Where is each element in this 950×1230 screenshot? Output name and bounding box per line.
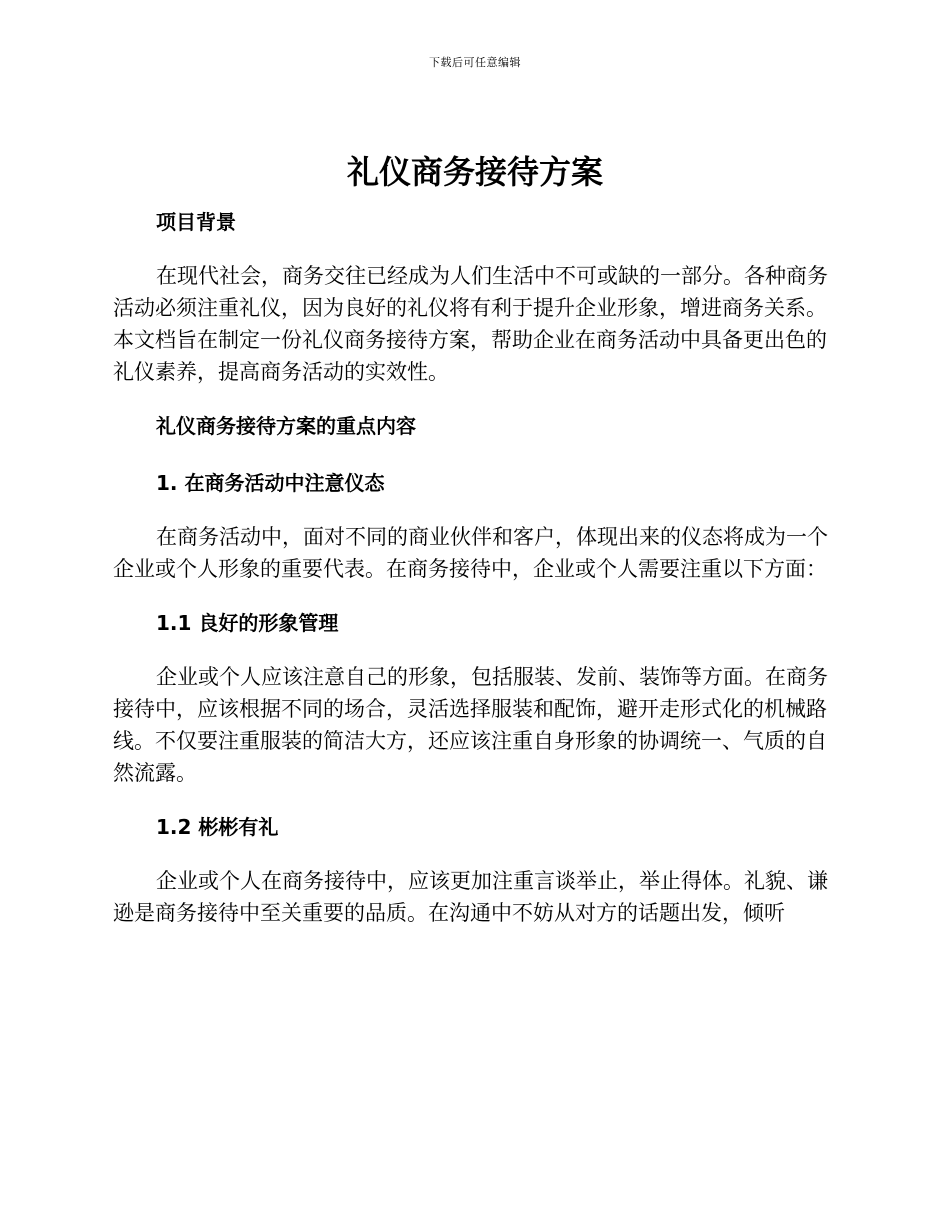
paragraph-section-1-2: 企业或个人在商务接待中，应该更加注重言谈举止，举止得体。礼貌、谦逊是商务接待中至关重要的品质。在沟通中不妨从对方的话题出发，倾听 xyxy=(113,869,828,925)
document-body xyxy=(113,203,830,948)
section-heading-key-content: 礼仪商务接待方案的重点内容 xyxy=(156,414,416,438)
paragraph-section-1-1: 企业或个人应该注意自己的形象，包括服装、发前、装饰等方面。在商务接待中，应该根据不同的场合，灵活选择服装和配饰，避开走形式化的机械路线。不仅要注重服装的简洁大方，还应该注重自身形象的协调统一、气质的自然流露。 xyxy=(113,665,828,785)
section-heading-1: 1. 在商务活动中注意仪态 xyxy=(156,471,385,495)
section-heading-1-1: 1.1 良好的形象管理 xyxy=(156,611,339,635)
document-title: 礼仪商务接待方案 xyxy=(346,153,603,191)
section-heading-1-2: 1.2 彬彬有礼 xyxy=(156,815,279,839)
section-heading-background: 项目背景 xyxy=(156,210,236,234)
paragraph-background: 在现代社会，商务交往已经成为人们生活中不可或缺的一部分。各种商务活动必须注重礼仪，因为良好的礼仪将有利于提升企业形象，增进商务关系。本文档旨在制定一份礼仪商务接待方案，帮助企业在商务活动中具备更出色的礼仪素养，提高商务活动的实效性。 xyxy=(113,264,828,384)
page-header-note: 下载后可任意编辑 xyxy=(429,56,521,69)
paragraph-section-1: 在商务活动中，面对不同的商业伙伴和客户，体现出来的仪态将成为一个企业或个人形象的重要代表。在商务接待中，企业或个人需要注重以下方面： xyxy=(113,525,828,581)
